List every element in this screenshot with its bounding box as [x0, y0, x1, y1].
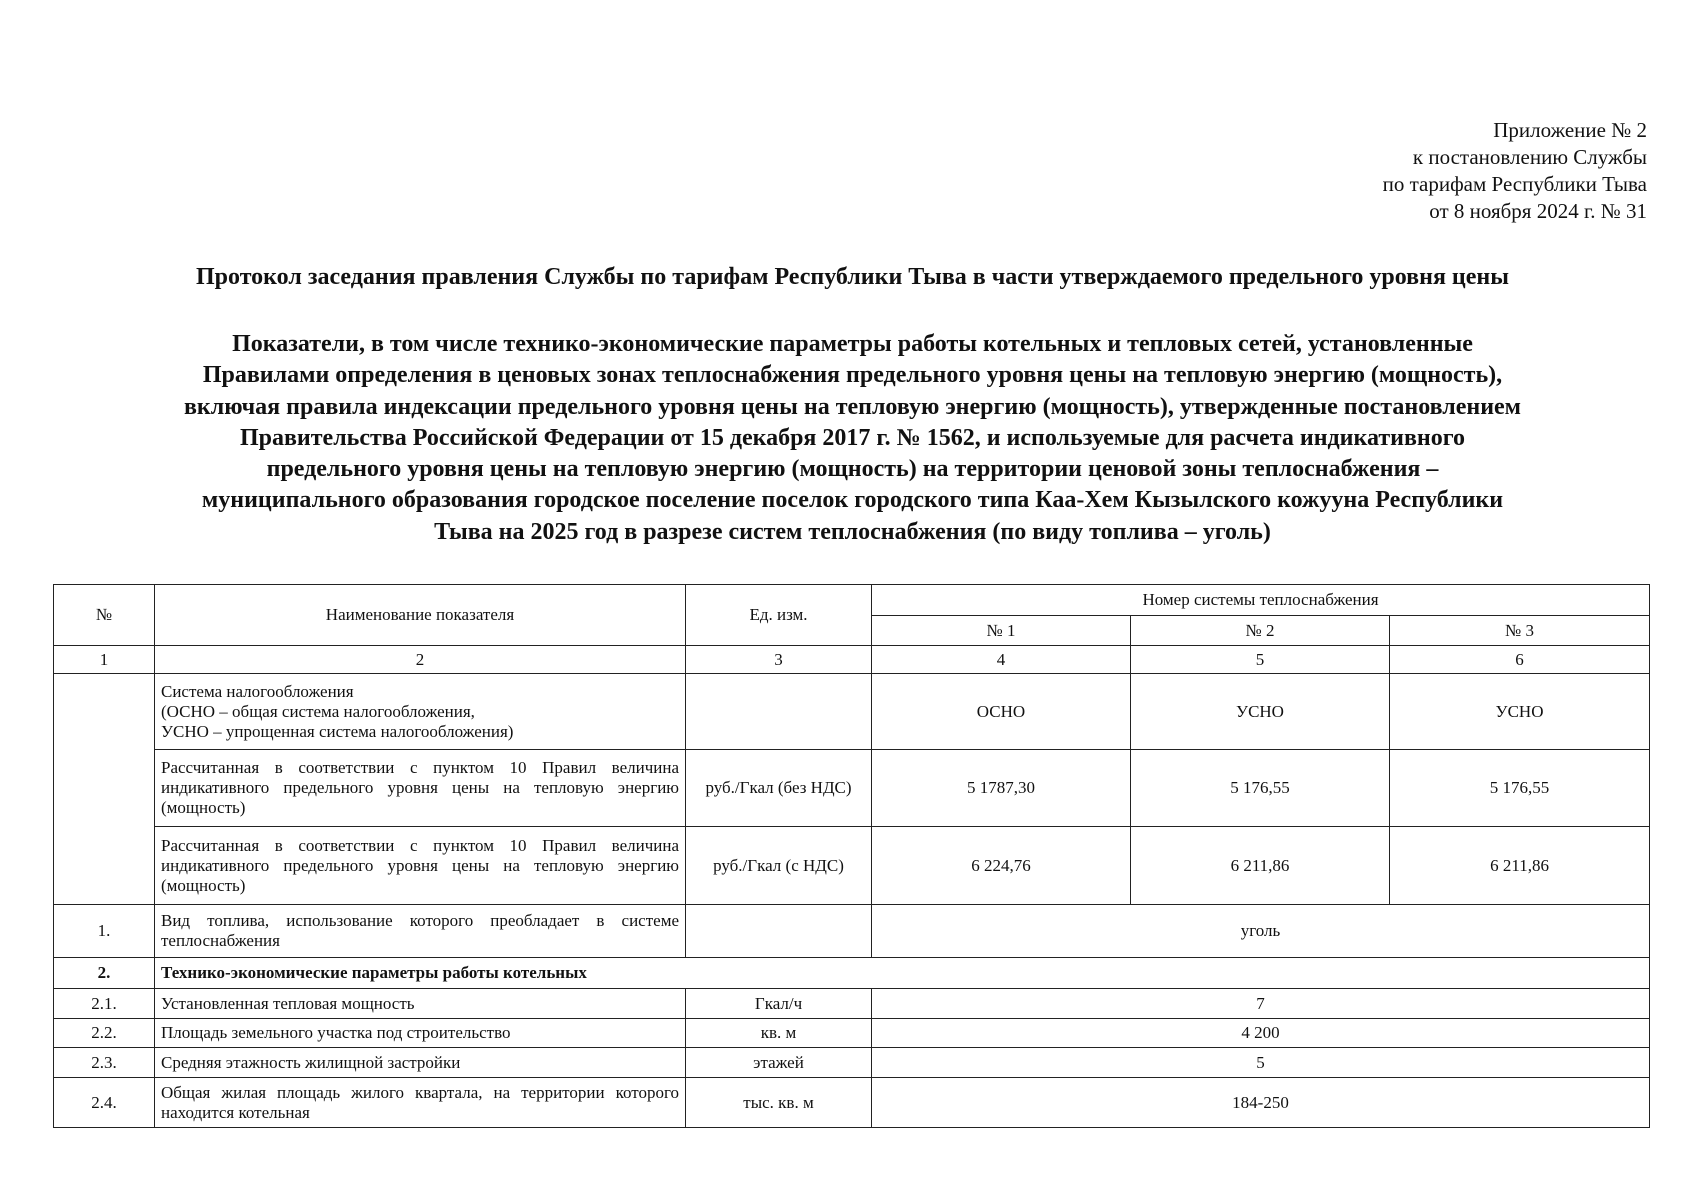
header-system-2: № 2	[1131, 616, 1390, 646]
row-num-empty	[54, 674, 155, 905]
row-name-tax-system: Система налогообложения (ОСНО – общая система налогообложения, УСНО – упрощенная система налогообложения)	[155, 674, 686, 750]
main-title-line: муниципального образования городское поселение поселок городского типа Каа-Хем Кызылского кожууна Республики	[201, 487, 1504, 514]
row-value-2-3: 5	[872, 1048, 1650, 1078]
table-row	[54, 1078, 1650, 1128]
tax-system-2: УСНО	[1131, 674, 1390, 750]
row-unit-2-2: кв. м	[686, 1019, 872, 1048]
row-unit-fuel	[686, 905, 872, 958]
row-unit-tax-system	[686, 674, 872, 750]
row-num-2-3: 2.3.	[54, 1048, 155, 1078]
header-num: №	[54, 585, 155, 646]
price-no-vat-system-1: 5 1787,30	[872, 750, 1131, 827]
row-unit-2-4: тыс. кв. м	[686, 1078, 872, 1128]
column-number: 1	[54, 646, 155, 674]
column-numbers-row	[54, 646, 1650, 674]
appendix-line-4: от 8 ноября 2024 г. № 31	[1429, 199, 1647, 223]
price-vat-system-2: 6 211,86	[1131, 827, 1390, 905]
main-title-line: включая правила индексации предельного уровня цены на тепловую энергию (мощность), утвержденные постановлением	[183, 393, 1522, 420]
row-num-fuel: 1.	[54, 905, 155, 958]
row-name-fuel: Вид топлива, использование которого преобладает в системе теплоснабжения	[155, 905, 686, 958]
price-no-vat-system-3: 5 176,55	[1390, 750, 1650, 827]
indicators-table	[53, 584, 1650, 1128]
row-unit-price-no-vat: руб./Гкал (без НДС)	[686, 750, 872, 827]
row-num-2-4: 2.4.	[54, 1078, 155, 1128]
column-number: 2	[155, 646, 686, 674]
appendix-block	[1383, 117, 1647, 225]
row-num-2-1: 2.1.	[54, 989, 155, 1019]
row-value-2-4: 184-250	[872, 1078, 1650, 1128]
main-title-line: Тыва на 2025 год в разрезе систем теплоснабжения (по виду топлива – уголь)	[434, 518, 1271, 545]
column-number: 5	[1131, 646, 1390, 674]
row-name-2-4: Общая жилая площадь жилого квартала, на территории которого находится котельная	[155, 1078, 686, 1128]
fuel-value: уголь	[872, 905, 1650, 958]
row-name-2-2: Площадь земельного участка под строительство	[155, 1019, 686, 1048]
table-row	[54, 674, 1650, 750]
section-row	[54, 958, 1650, 989]
table-row	[54, 827, 1650, 905]
row-value-2-2: 4 200	[872, 1019, 1650, 1048]
tax-system-3: УСНО	[1390, 674, 1650, 750]
table-row	[54, 989, 1650, 1019]
column-number: 4	[872, 646, 1131, 674]
main-title-line: предельного уровня цены на тепловую энергию (мощность) на территории ценовой зоны теплоснабжения –	[266, 456, 1439, 483]
row-value-2-1: 7	[872, 989, 1650, 1019]
main-title-line: Правилами определения в ценовых зонах теплоснабжения предельного уровня цены на тепловую энергию (мощность),	[202, 362, 1503, 389]
price-vat-system-3: 6 211,86	[1390, 827, 1650, 905]
row-num-2-2: 2.2.	[54, 1019, 155, 1048]
header-name: Наименование показателя	[155, 585, 686, 646]
main-title	[40, 329, 1665, 548]
row-unit-2-1: Гкал/ч	[686, 989, 872, 1019]
row-name-2-3: Средняя этажность жилищной застройки	[155, 1048, 686, 1078]
row-unit-2-3: этажей	[686, 1048, 872, 1078]
row-name-price-vat: Рассчитанная в соответствии с пунктом 10 Правил величина индикативного предельного уровня цены на тепловую энергию (мощность)	[155, 827, 686, 905]
table-header-row	[54, 585, 1650, 616]
appendix-line-2: к постановлению Службы	[1412, 145, 1647, 169]
column-number: 6	[1390, 646, 1650, 674]
table-row	[54, 750, 1650, 827]
appendix-line-3: по тарифам Республики Тыва	[1382, 172, 1647, 196]
header-systems-group: Номер системы теплоснабжения	[872, 585, 1650, 616]
price-no-vat-system-2: 5 176,55	[1131, 750, 1390, 827]
row-num-section-2: 2.	[54, 958, 155, 989]
row-unit-price-vat: руб./Гкал (с НДС)	[686, 827, 872, 905]
header-unit: Ед. изм.	[686, 585, 872, 646]
main-title-line: Показатели, в том числе технико-экономические параметры работы котельных и тепловых сетей, установленные	[232, 331, 1473, 357]
row-name-2-1: Установленная тепловая мощность	[155, 989, 686, 1019]
appendix-line-1: Приложение № 2	[1493, 118, 1647, 142]
tax-system-1: ОСНО	[872, 674, 1131, 750]
header-system-3: № 3	[1390, 616, 1650, 646]
table-row	[54, 905, 1650, 958]
row-name-price-no-vat: Рассчитанная в соответствии с пунктом 10 Правил величина индикативного предельного уровня цены на тепловую энергию (мощность)	[155, 750, 686, 827]
protocol-title: Протокол заседания правления Службы по тарифам Республики Тыва в части утверждаемого предельного уровня цены	[196, 264, 1509, 290]
main-title-line: Правительства Российской Федерации от 15 декабря 2017 г. № 1562, и используемые для расчета индикативного	[239, 424, 1466, 451]
row-name-section-2: Технико-экономические параметры работы котельных	[155, 958, 1650, 989]
price-vat-system-1: 6 224,76	[872, 827, 1131, 905]
table-row	[54, 1019, 1650, 1048]
column-number: 3	[686, 646, 872, 674]
table-row	[54, 1048, 1650, 1078]
header-system-1: № 1	[872, 616, 1131, 646]
